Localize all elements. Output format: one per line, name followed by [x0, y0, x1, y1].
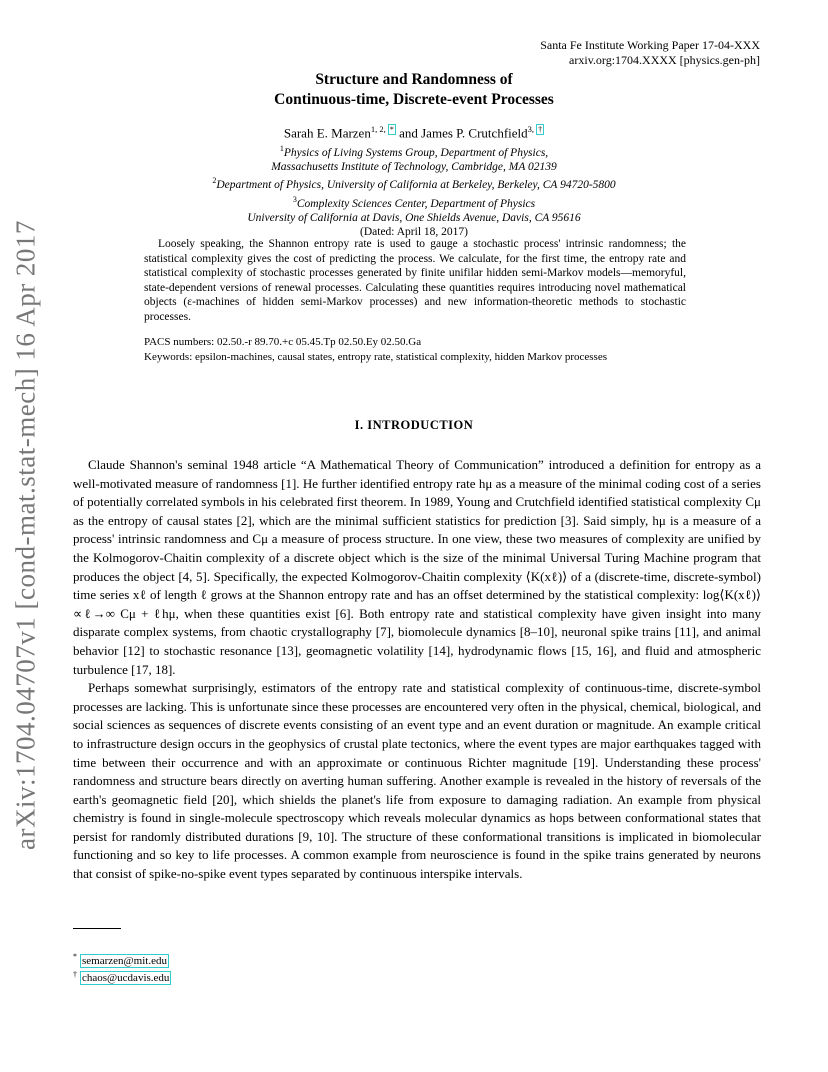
affiliation-line	[0, 211, 828, 225]
section-heading: I. INTRODUCTION	[354, 418, 474, 432]
footnote-rule	[73, 928, 121, 929]
author-separator: and	[395, 125, 422, 141]
header-line-2: arxiv.org:1704.XXXX [physics.gen-ph]	[569, 53, 760, 67]
abstract: Loosely speaking, the Shannon entropy rate is used to gauge a stochastic process' intrinsic randomness; the statistical complexity gives the cost of predicting the process. We calculate, for the first time, the entropy rate and statistical complexity of stochastic processes generated by finite unifilar hidden semi-Markov models—memoryful, state-dependent versions of renewal processes. Calculating these quantities requires introducing novel mathematical objects (ε-machines of hidden semi-Markov processes) and new information-theoretic methods to stochastic processes.	[144, 238, 686, 323]
affiliation-number: 3	[292, 194, 297, 204]
footnote-link[interactable]: *	[389, 125, 394, 134]
footnote-mark: *	[73, 952, 77, 961]
affiliation-text: Complexity Sciences Center, Department of Physics	[296, 197, 536, 210]
author-name: James P. Crutchfield	[421, 125, 528, 141]
arxiv-id-text: arXiv:1704.04707v1 [cond-mat.stat-mech] 16 Apr 2017	[10, 220, 41, 850]
affiliation-number: 1	[279, 144, 284, 153]
affiliation-number: 2	[212, 176, 217, 186]
pacs-keywords	[144, 335, 704, 364]
affiliation-text: Massachusetts Institute of Technology, Cambridge, MA 02139	[271, 161, 557, 174]
paragraph: Perhaps somewhat surprisingly, estimators of the entropy rate and statistical complexity of continuous-time, discrete-symbol processes are lacking. This is unfortunate since these processes are encountered very often in the physical, chemical, biological, and social sciences as sequences of discrete events consisting of an event type and an event duration or magnitude. An example critical to infrastructure design occurs in the geophysics of crustal plate tectonics, where the event types are major earthquakes tagged with time between their occurrence and with an approximate or continuous Richter magnitude [19]. Understanding these process' randomness and structure bears directly on averting human suffering. Another example is revealed in the history of reversals of the earth's geomagnetic field [20], which shields the planet's life from exposure to damaging radiation. An example from physical chemistry is found in single-molecule spectroscopy which reveals molecular dynamics as hops between conformational states that persist for randomly distributed durations [9, 10]. The structure of these conformational transitions is implicated in biomolecular functioning and so key to life processes. A common example from neuroscience is found in the spike trains generated by neurons that consist of spike-no-spike event types separated by continuous interspike intervals.	[73, 680, 761, 882]
paragraph: Claude Shannon's seminal 1948 article “A Mathematical Theory of Communication” introduced a definition for entropy as a well-motivated measure of randomness [1]. He further identified entropy rate hμ as a measure of the minimal coding cost of a series of potentially correlated symbols in his celebrated first theorem. In 1989, Young and Crutchfield identified statistical complexity Cμ as the entropy of causal states [2], which are the minimal sufficient statistics for prediction [3]. Said simply, hμ is a measure of a process' intrinsic randomness and Cμ a measure of process structure. In one view, these two measures of complexity are unified by the Kolmogorov-Chaitin complexity of a discrete object which is the size of the minimal Universal Turing Machine program that produces the object [4, 5]. Specifically, the expected Kolmogorov-Chaitin complexity ⟨K(xℓ)⟩ of a (discrete-time, discrete-symbol) time series xℓ of length ℓ grows at the Shannon entropy rate and has an offset determined by the statistical complexity: log⟨K(xℓ)⟩ ∝ℓ→∞ Cμ + ℓhμ, when these quantities exist [6]. Both entropy rate and statistical complexity have given insight into many disparate complex systems, from chaotic crystallography [7], biomolecule dynamics [8–10], neuronal spike trains [11], and animal behavior [12] to stochastic resonance [13], geomagnetic volatility [14], hydrodynamic flows [15, 16], and fluid and atmospheric turbulence [17, 18].	[73, 457, 761, 677]
footnote	[73, 950, 171, 968]
affiliations	[0, 142, 828, 239]
affiliation-mark: 1, 2,	[370, 124, 388, 134]
header-line-1: Santa Fe Institute Working Paper 17-04-XXX	[540, 38, 760, 52]
affiliation-text: Physics of Living Systems Group, Department of Physics,	[283, 146, 549, 159]
footnotes	[73, 950, 171, 985]
title-line-1: Structure and Randomness of	[315, 71, 513, 88]
arxiv-sidebar-stamp	[4, 220, 48, 850]
keywords: Keywords: epsilon-machines, causal states, entropy rate, statistical complexity, hidden Markov processes	[144, 350, 607, 363]
email-link[interactable]: semarzen@mit.edu	[82, 954, 167, 967]
author-list	[0, 124, 828, 141]
affiliation-text: Department of Physics, University of California at Berkeley, Berkeley, CA 94720-5800	[216, 179, 616, 192]
footnote-mark: †	[73, 969, 77, 979]
body-text	[73, 456, 761, 884]
footnote	[73, 968, 171, 986]
pacs-numbers: PACS numbers: 02.50.-r 89.70.+c 05.45.Tp 02.50.Ey 02.50.Ga	[144, 336, 422, 348]
author-name: Sarah E. Marzen	[283, 125, 371, 141]
affiliation-line	[0, 142, 828, 160]
paper-title	[0, 70, 828, 110]
date-line: (Dated: April 18, 2017)	[360, 225, 468, 238]
affiliation-line	[0, 193, 828, 211]
title-line-2: Continuous-time, Discrete-event Processes	[274, 91, 554, 108]
affiliation-line	[0, 160, 828, 174]
footnote-link[interactable]: †	[538, 125, 543, 134]
email-link[interactable]: chaos@ucdavis.edu	[82, 972, 170, 985]
affiliation-mark: 3,	[527, 124, 537, 134]
affiliation-line	[0, 174, 828, 192]
affiliation-text: University of California at Davis, One Shields Avenue, Davis, CA 95616	[247, 211, 581, 224]
working-paper-header	[540, 38, 760, 68]
